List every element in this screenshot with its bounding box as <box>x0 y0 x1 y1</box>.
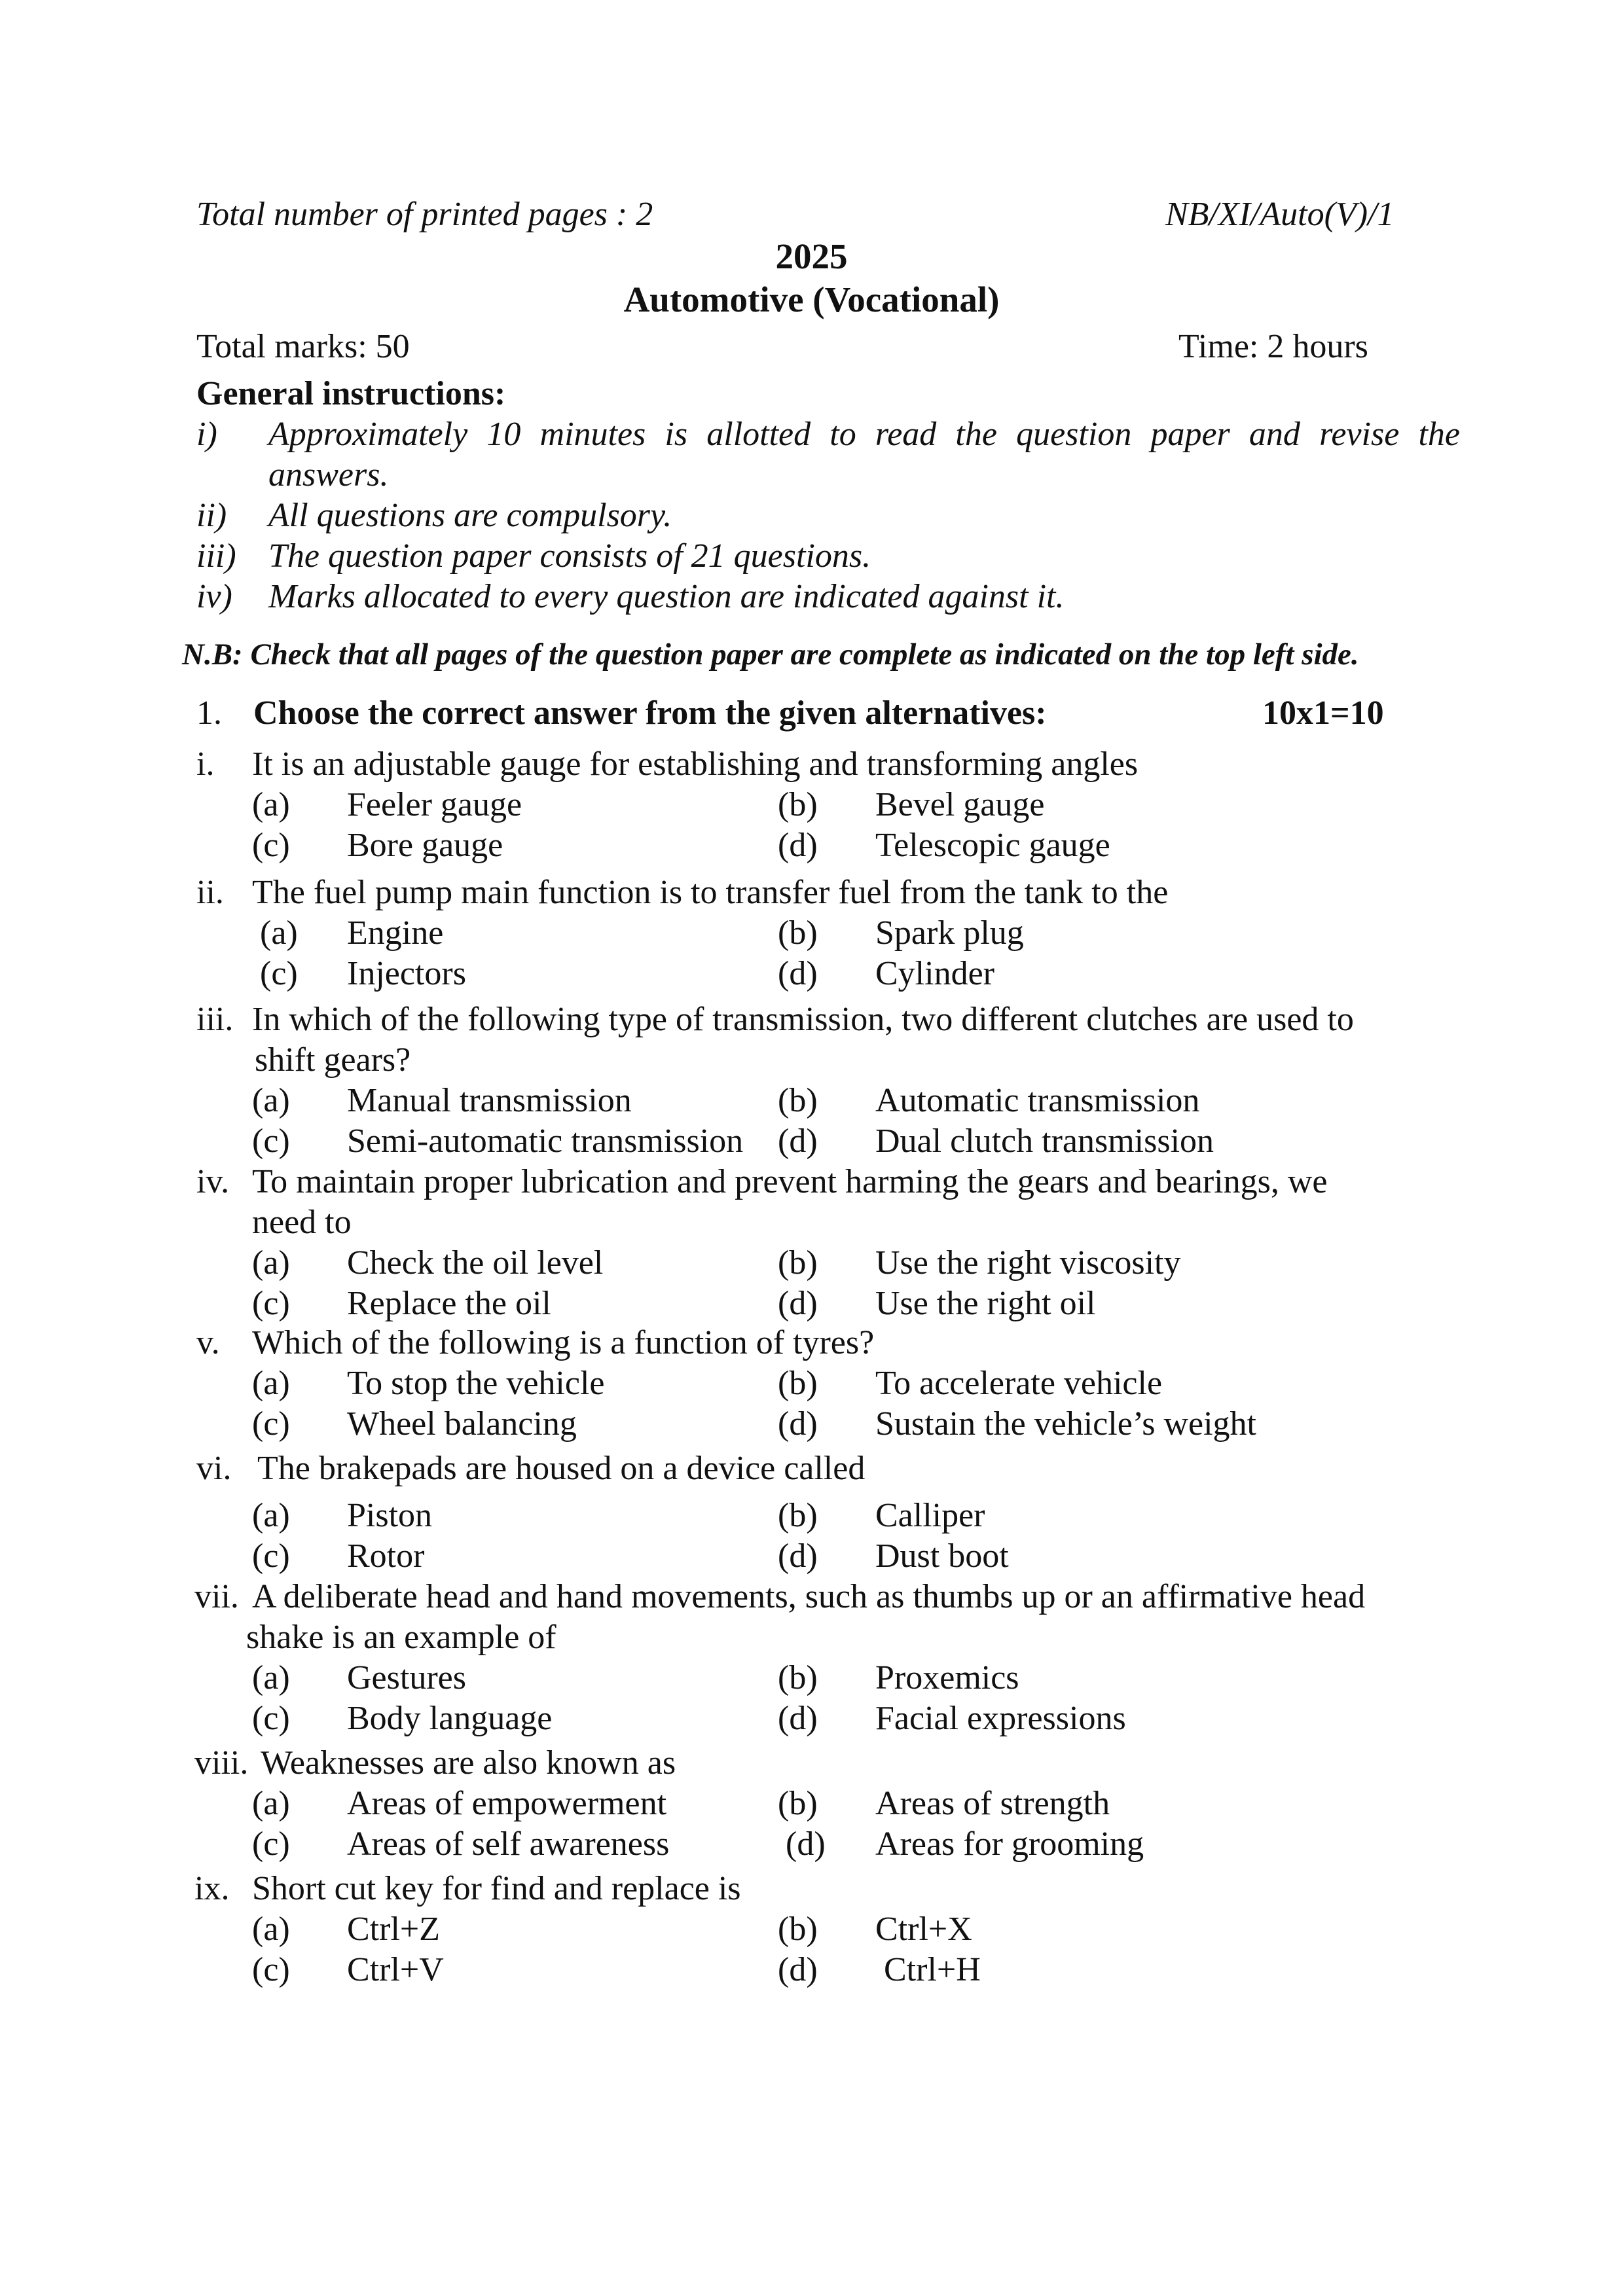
option-label-c: (c) <box>252 827 290 864</box>
question-text-cont: shake is an example of <box>246 1619 556 1656</box>
option-label-c: (c) <box>252 1951 290 1988</box>
exam-year: 2025 <box>775 236 848 276</box>
option-label-b: (b) <box>778 1497 818 1534</box>
option-label-a: (a) <box>252 786 290 823</box>
option-c: Rotor <box>347 1537 425 1575</box>
instruction-text: All questions are compulsory. <box>268 497 672 534</box>
option-d: Dust boot <box>875 1537 1009 1575</box>
option-a: Manual transmission <box>347 1082 632 1119</box>
question-number: iv. <box>196 1163 230 1200</box>
instruction-text: The question paper consists of 21 questions. <box>268 537 871 575</box>
option-label-b: (b) <box>778 786 818 823</box>
option-label-a: (a) <box>260 914 298 952</box>
instruction-num: ii) <box>196 497 227 534</box>
option-d: Ctrl+H <box>884 1951 981 1988</box>
question-text-cont: shift gears? <box>255 1041 411 1079</box>
option-label-d: (d) <box>778 1951 818 1988</box>
option-label-a: (a) <box>252 1082 290 1119</box>
option-b: To accelerate vehicle <box>875 1365 1163 1402</box>
option-label-a: (a) <box>252 1365 290 1402</box>
question-text: The fuel pump main function is to transfer fuel from the tank to the <box>252 874 1169 911</box>
option-label-b: (b) <box>778 1659 818 1696</box>
question-number: iii. <box>196 1001 234 1038</box>
instruction-num: i) <box>196 416 217 453</box>
option-label-b: (b) <box>778 1785 818 1822</box>
option-a: Engine <box>347 914 444 952</box>
option-d: Areas for grooming <box>875 1825 1144 1863</box>
option-b: Use the right viscosity <box>875 1244 1181 1282</box>
option-label-c: (c) <box>252 1122 290 1160</box>
question-text: In which of the following type of transmission, two different clutches are used to <box>252 1001 1354 1038</box>
option-label-b: (b) <box>778 1082 818 1119</box>
option-label-a: (a) <box>252 1244 290 1282</box>
page-title: Automotive (Vocational) <box>623 279 1000 319</box>
option-label-b: (b) <box>778 1365 818 1402</box>
question-text: It is an adjustable gauge for establishing and transforming angles <box>252 745 1139 783</box>
option-d: Telescopic gauge <box>875 827 1110 864</box>
instruction-num: iii) <box>196 537 236 575</box>
option-label-d: (d) <box>778 1537 818 1575</box>
instruction-text-cont: answers. <box>268 456 389 493</box>
question-text: Which of the following is a function of tyres? <box>252 1324 875 1361</box>
option-d: Cylinder <box>875 955 994 992</box>
option-label-d: (d) <box>778 955 818 992</box>
option-c: Ctrl+V <box>347 1951 444 1988</box>
option-a: Gestures <box>347 1659 466 1696</box>
option-label-d: (d) <box>786 1825 826 1863</box>
option-c: Wheel balancing <box>347 1405 577 1443</box>
instruction-text: Approximately 10 minutes is allotted to read the question paper and revise the <box>268 416 1460 453</box>
section-title: Choose the correct answer from the given alternatives: <box>253 694 1047 732</box>
question-text: To maintain proper lubrication and prevent harming the gears and bearings, we <box>252 1163 1328 1200</box>
section-number: 1. <box>196 694 222 732</box>
option-label-b: (b) <box>778 914 818 952</box>
option-c: Injectors <box>347 955 466 992</box>
option-c: Areas of self awareness <box>347 1825 670 1863</box>
option-label-a: (a) <box>252 1659 290 1696</box>
option-label-d: (d) <box>778 1285 818 1322</box>
instruction-num: iv) <box>196 578 232 615</box>
question-number: i. <box>196 745 215 783</box>
instruction-text: Marks allocated to every question are indicated against it. <box>268 578 1065 615</box>
question-number: ii. <box>196 874 224 911</box>
instructions-heading: General instructions: <box>196 375 506 412</box>
option-c: Body language <box>347 1700 553 1737</box>
option-label-d: (d) <box>778 1405 818 1443</box>
option-a: Check the oil level <box>347 1244 604 1282</box>
paper-code: NB/XI/Auto(V)/1 <box>1165 196 1395 233</box>
option-a: Feeler gauge <box>347 786 522 823</box>
option-d: Use the right oil <box>875 1285 1096 1322</box>
option-c: Semi-automatic transmission <box>347 1122 744 1160</box>
option-label-a: (a) <box>252 1785 290 1822</box>
question-text-cont: need to <box>252 1204 352 1241</box>
option-label-c: (c) <box>252 1537 290 1575</box>
question-number: v. <box>196 1324 220 1361</box>
option-label-c: (c) <box>252 1405 290 1443</box>
option-a: To stop the vehicle <box>347 1365 605 1402</box>
option-d: Facial expressions <box>875 1700 1126 1737</box>
question-number: vii. <box>194 1578 239 1615</box>
option-d: Dual clutch transmission <box>875 1122 1214 1160</box>
question-text: Short cut key for find and replace is <box>252 1870 741 1907</box>
question-text: A deliberate head and hand movements, such as thumbs up or an affirmative head <box>252 1578 1366 1615</box>
option-a: Piston <box>347 1497 433 1534</box>
total-marks: Total marks: 50 <box>196 328 410 365</box>
option-d: Sustain the vehicle’s weight <box>875 1405 1257 1443</box>
option-b: Ctrl+X <box>875 1910 972 1948</box>
option-b: Calliper <box>875 1497 985 1534</box>
option-b: Proxemics <box>875 1659 1019 1696</box>
option-a: Areas of empowerment <box>347 1785 667 1822</box>
question-number: vi. <box>196 1450 232 1487</box>
option-c: Bore gauge <box>347 827 503 864</box>
option-c: Replace the oil <box>347 1285 551 1322</box>
question-text: The brakepads are housed on a device called <box>257 1450 866 1487</box>
option-b: Bevel gauge <box>875 786 1045 823</box>
option-a: Ctrl+Z <box>347 1910 440 1948</box>
question-number: viii. <box>194 1744 249 1782</box>
option-label-d: (d) <box>778 1700 818 1737</box>
option-label-d: (d) <box>778 827 818 864</box>
option-label-b: (b) <box>778 1244 818 1282</box>
option-label-d: (d) <box>778 1122 818 1160</box>
nb-note: N.B: Check that all pages of the question paper are complete as indicated on the top left side. <box>182 637 1359 672</box>
option-label-a: (a) <box>252 1497 290 1534</box>
option-label-c: (c) <box>252 1825 290 1863</box>
option-label-a: (a) <box>252 1910 290 1948</box>
option-b: Spark plug <box>875 914 1024 952</box>
option-label-c: (c) <box>252 1700 290 1737</box>
option-label-b: (b) <box>778 1910 818 1948</box>
question-text: Weaknesses are also known as <box>261 1744 676 1782</box>
question-number: ix. <box>194 1870 230 1907</box>
option-label-c: (c) <box>252 1285 290 1322</box>
option-b: Automatic transmission <box>875 1082 1200 1119</box>
section-marks: 10x1=10 <box>1262 694 1384 732</box>
printed-pages-note: Total number of printed pages : 2 <box>196 196 653 233</box>
exam-time: Time: 2 hours <box>1178 328 1368 365</box>
option-b: Areas of strength <box>875 1785 1110 1822</box>
option-label-c: (c) <box>260 955 298 992</box>
